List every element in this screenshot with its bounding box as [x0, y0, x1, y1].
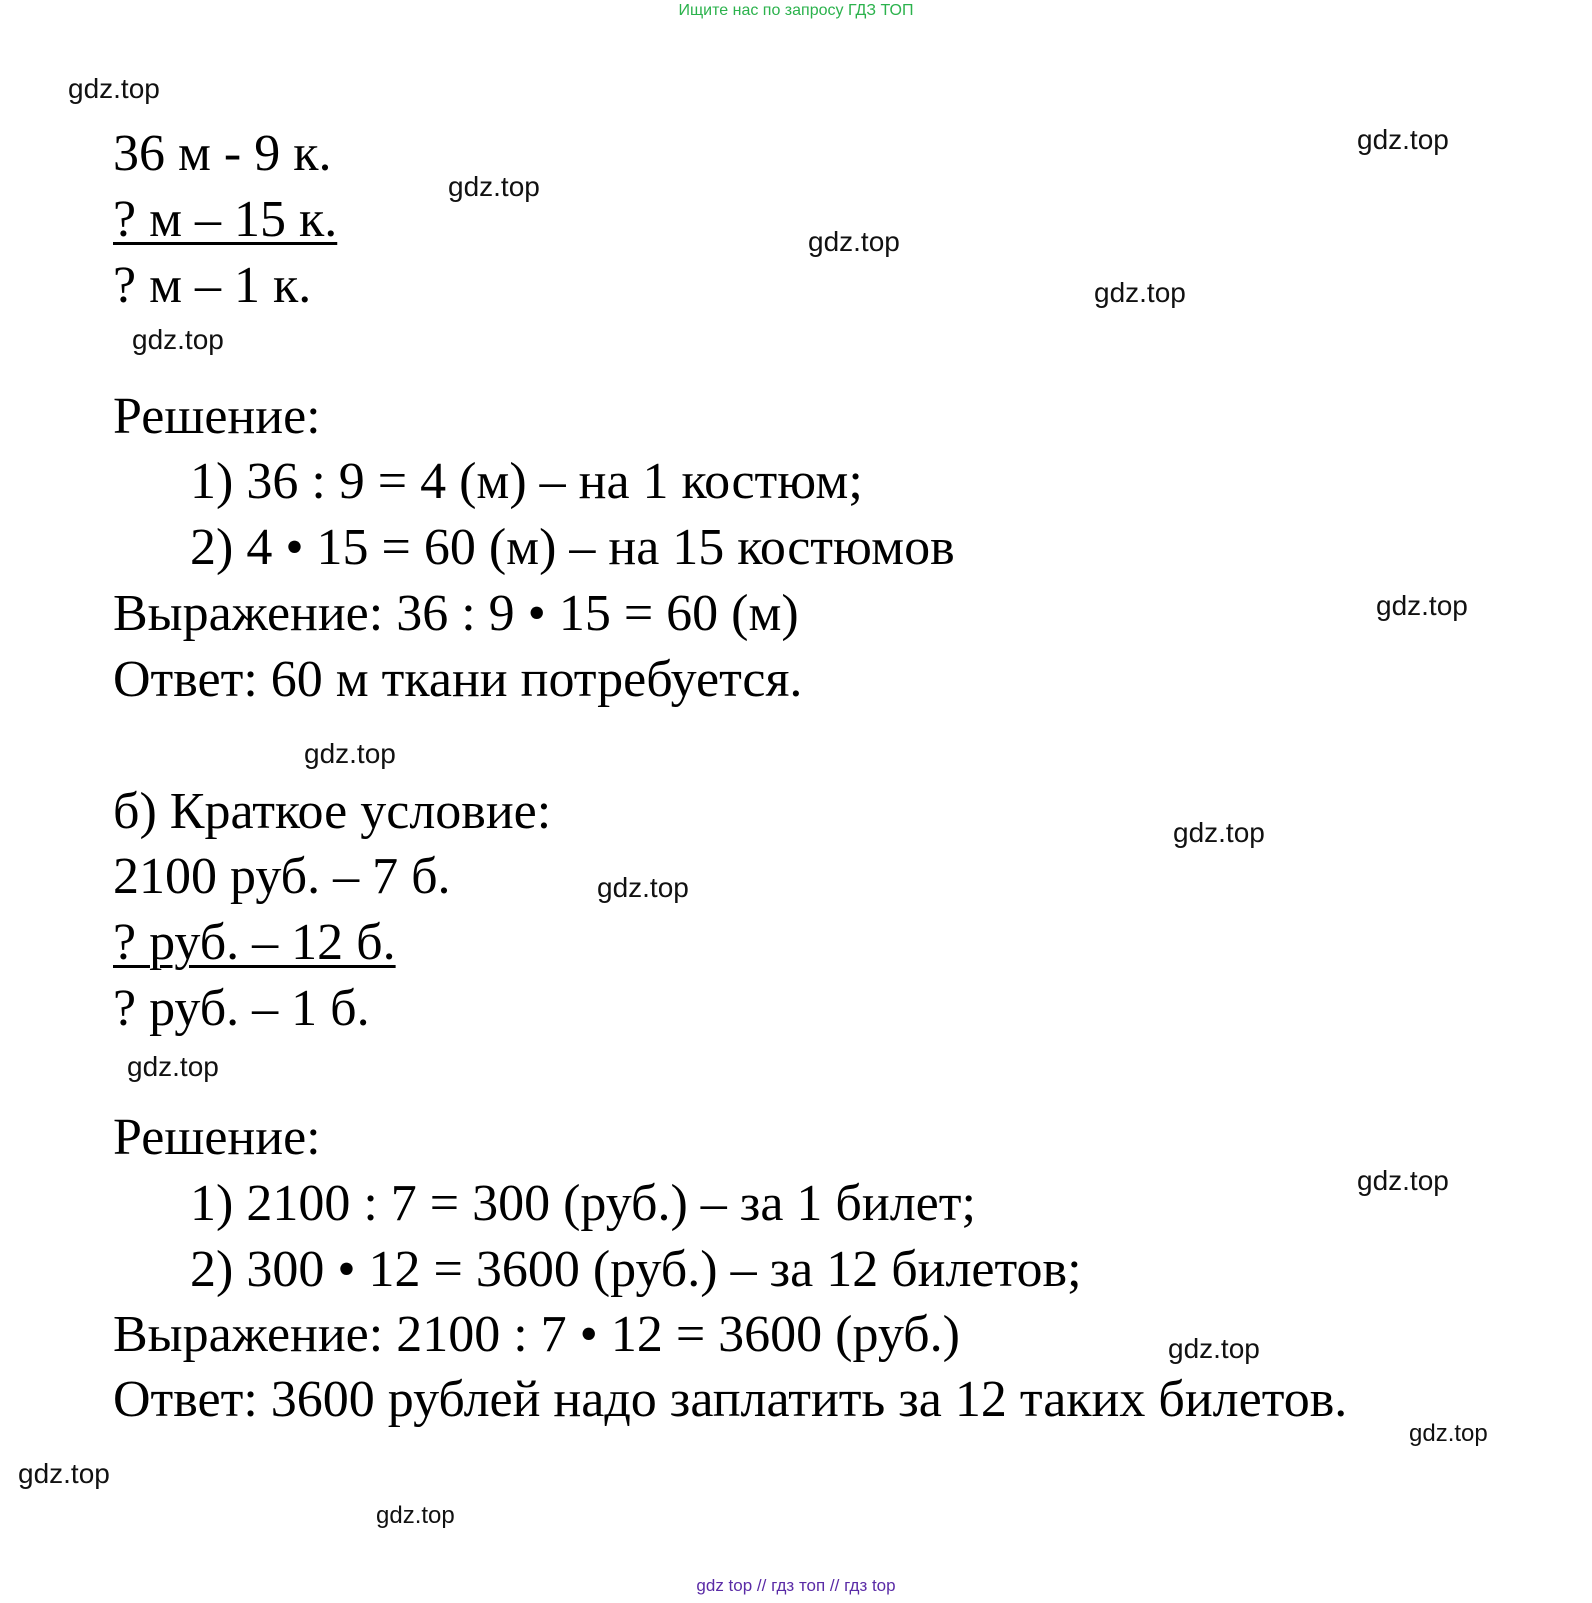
solution-step: 2) 300 • 12 = 3600 (руб.) – за 12 билетов; [190, 1241, 1082, 1298]
watermark: gdz.top [808, 226, 900, 257]
watermark: gdz.top [448, 171, 540, 202]
watermark: gdz.top [1173, 817, 1265, 848]
section-title: б) Краткое условие: [113, 783, 552, 840]
condition-line: ? руб. – 1 б. [113, 980, 370, 1037]
watermark: gdz.top [304, 738, 396, 769]
watermark: gdz.top [1376, 590, 1468, 621]
solution-label: Решение: [113, 388, 321, 445]
watermark: gdz.top [132, 324, 224, 355]
solution-step: 1) 2100 : 7 = 300 (руб.) – за 1 билет; [190, 1175, 976, 1232]
expression: Выражение: 2100 : 7 • 12 = 3600 (руб.) [113, 1306, 960, 1363]
condition-line: 36 м - 9 к. [113, 125, 332, 182]
watermark: gdz.top [1094, 277, 1186, 308]
condition-line: ? м – 1 к. [113, 257, 312, 314]
watermark: gdz.top [1357, 124, 1449, 155]
condition-line: ? руб. – 12 б. [113, 914, 396, 971]
solution-step: 1) 36 : 9 = 4 (м) – на 1 костюм; [190, 453, 863, 510]
footer-note: gdz top // гдз топ // гдз top [696, 1576, 896, 1595]
condition-line: ? м – 15 к. [113, 191, 338, 248]
watermark: gdz.top [18, 1458, 110, 1489]
watermark: gdz.top [127, 1051, 219, 1082]
answer: Ответ: 3600 рублей надо заплатить за 12 таких билетов. [113, 1371, 1348, 1428]
expression: Выражение: 36 : 9 • 15 = 60 (м) [113, 585, 799, 642]
watermark: gdz.top [376, 1502, 455, 1529]
header-note: Ищите нас по запросу ГДЗ ТОП [678, 2, 914, 19]
solution-step: 2) 4 • 15 = 60 (м) – на 15 костюмов [190, 519, 955, 576]
solution-label: Решение: [113, 1109, 321, 1166]
answer: Ответ: 60 м ткани потребуется. [113, 651, 803, 708]
condition-line: 2100 руб. – 7 б. [113, 848, 451, 905]
watermark: gdz.top [1409, 1420, 1488, 1447]
watermark: gdz.top [1168, 1333, 1260, 1364]
watermark: gdz.top [68, 73, 160, 104]
watermark: gdz.top [597, 872, 689, 903]
watermark: gdz.top [1357, 1165, 1449, 1196]
